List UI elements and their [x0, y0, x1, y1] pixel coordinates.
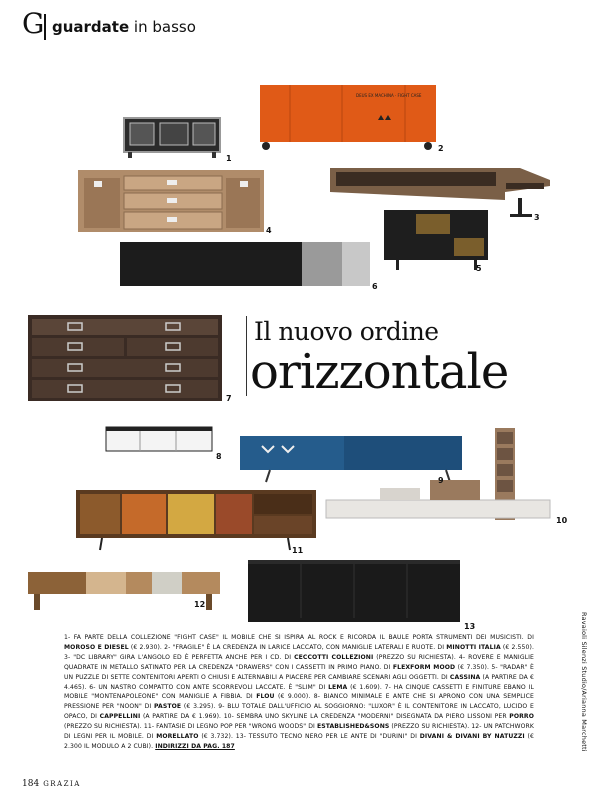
item-number-10: 10 [556, 516, 568, 525]
caption-brand: CECCOTTI COLLEZIONI [294, 653, 374, 661]
product-7-montenapoleone-image [28, 315, 222, 401]
item-number-11: 11 [292, 546, 304, 555]
product-13-durini-image [248, 560, 460, 622]
page-number: 184 [22, 779, 40, 789]
caption-text: 1- FA PARTE DELLA COLLEZIONE "FIGHT CASE" IL MOBILE CHE SI ISPIRA AL ROCK E RICORDA IL BAULE PORTA STRUMENTI DEI MUSICISTI. DI [64, 634, 534, 641]
caption-brand: CASSINA [449, 673, 481, 681]
caption-brand: PORRO [509, 713, 535, 721]
caption-text: (PREZZO SU RICHIESTA). 11- FANTASIE DI LEGNO POP PER "WRONG WOODS" DI [64, 723, 317, 731]
product-5-radar-image [384, 210, 488, 270]
product-11-wrong-woods-image [76, 490, 316, 550]
article-title-line1: Il nuovo ordine [254, 317, 439, 346]
product-9-luxor-image [240, 436, 462, 482]
item-number-12: 12 [194, 600, 206, 609]
product-6-slim-image [120, 242, 370, 286]
product-4-drawers-credenza-image [78, 170, 264, 232]
magazine-name: GRAZIA [43, 780, 81, 788]
item-number-9: 9 [438, 476, 444, 485]
caption-brand: PASTOE [154, 703, 182, 711]
caption-text: (PREZZO SU RICHIESTA). 4- ROVERE E MANIGLIE QUADRATE IN METALLO SATINATO PER LA CREDENZA "DRAWERS" CON I CASSETTI IN PRIMO PIANO. DI [64, 653, 534, 671]
product-12-patchwork-image [28, 572, 220, 610]
caption-text: (€ 9.000). 8- BIANCO MINIMALE E ANTE CHE SI APRONO CON UNA SEMPLICE PRESSIONE PER "NOON" DI [64, 693, 534, 711]
item-number-2: 2 [438, 144, 444, 153]
item-number-7: 7 [226, 394, 232, 403]
caption-brand: DIVANI & DIVANI BY NATUZZI [419, 733, 525, 741]
caption-brand: CAPPELLINI [99, 713, 141, 721]
product-1-fight-case-image [124, 118, 220, 158]
section-header-rest: in basso [129, 18, 196, 36]
item-number-4: 4 [266, 226, 272, 235]
item-number-5: 5 [476, 264, 482, 273]
caption-address-ref: INDIRIZZI DA PAG. 187 [155, 742, 235, 750]
caption-text: (€ 2.930). 2- "FRAGILE" È LA CREDENZA IN LARICE LACCATO, CON MANIGLIE LATERALI E RUOTE. DI [128, 643, 447, 651]
product-captions [64, 633, 534, 752]
caption-text: (A PARTIRE DA € 4.465). 6- UN NASTRO COMPATTO CON ANTE SCORREVOLI LACCATE. È "SLIM" DI [64, 673, 535, 691]
caption-text: (€ 3.732). 13- TESSUTO TECNO NERO PER LE ANTE DI "DURINI" DI [198, 733, 420, 741]
page-folio [22, 779, 81, 789]
caption-brand: MORELLATO [156, 733, 199, 741]
item-number-8: 8 [216, 452, 222, 461]
photo-credit: Ravaioli Silenzi Studio/Arianna Marchetti [580, 612, 588, 752]
caption-text: (€ 1.609). 7- HA CINQUE CASSETTI E FINITURE EBANO IL MOBILE "MONTENAPOLEONE" CON MANIGLIE A FIBBIA. DI [64, 683, 534, 701]
caption-text: (€ 2.300 IL MODULO A 2 CUBI). [64, 733, 535, 750]
caption-brand: ESTABLISHED&SONS [316, 723, 390, 731]
caption-text: (PREZZO SU RICHIESTA). 12- UN PATCHWORK DI LEGNI PER IL MOBILE. DI [64, 723, 534, 741]
section-header-bold: guardate [52, 18, 130, 36]
caption-text: (€ 3.295). 9- BLU TOTALE DALL'UFFICIO AL SOGGIORNO: "LUXOR" È IL CONTENITORE IN LACCATO, LUCIDO E OPACO, DI [64, 703, 534, 721]
caption-brand: FLEXFORM MOOD [392, 663, 456, 671]
caption-text: (€ 2.550). 3- "DC LIBRARY" GIRA L'ANGOLO ED È PERFETTA ANCHE PER I CD. DI [64, 643, 534, 661]
caption-brand: MOROSO E DIESEL [64, 643, 129, 651]
item-number-1: 1 [226, 154, 232, 163]
product-2-fragile-crate-image [260, 85, 436, 150]
section-letter: G [22, 7, 45, 40]
caption-brand: LEMA [328, 683, 348, 691]
caption-text: (A PARTIRE DA € 1.969). 10- SEMBRA UNO SKYLINE LA CREDENZA "MODERNI" DISEGNATA DA PIERO LISSONI PER [140, 713, 510, 721]
crate-stencil-text: DEUS EX MACHINA · FIGHT CASE [356, 93, 422, 98]
product-3-dc-library-image [330, 168, 550, 217]
item-number-6: 6 [372, 282, 378, 291]
caption-text: (€ 7.350). 5- "RADAR" È UN PUZZLE DI SETTE CONTENITORI APERTI O CHIUSI E ALTERNABILI A PIACERE PER CAMBIARE SCENARI AGLI OGGETTI. DI [64, 663, 535, 681]
item-number-13: 13 [464, 622, 476, 631]
product-8-noon-image [106, 427, 212, 451]
caption-brand: MINOTTI ITALIA [446, 643, 501, 651]
item-number-3: 3 [534, 213, 540, 222]
caption-brand: FLOU [256, 693, 275, 701]
title-divider [246, 316, 247, 396]
article-title-line2: orizzontale [250, 344, 509, 400]
